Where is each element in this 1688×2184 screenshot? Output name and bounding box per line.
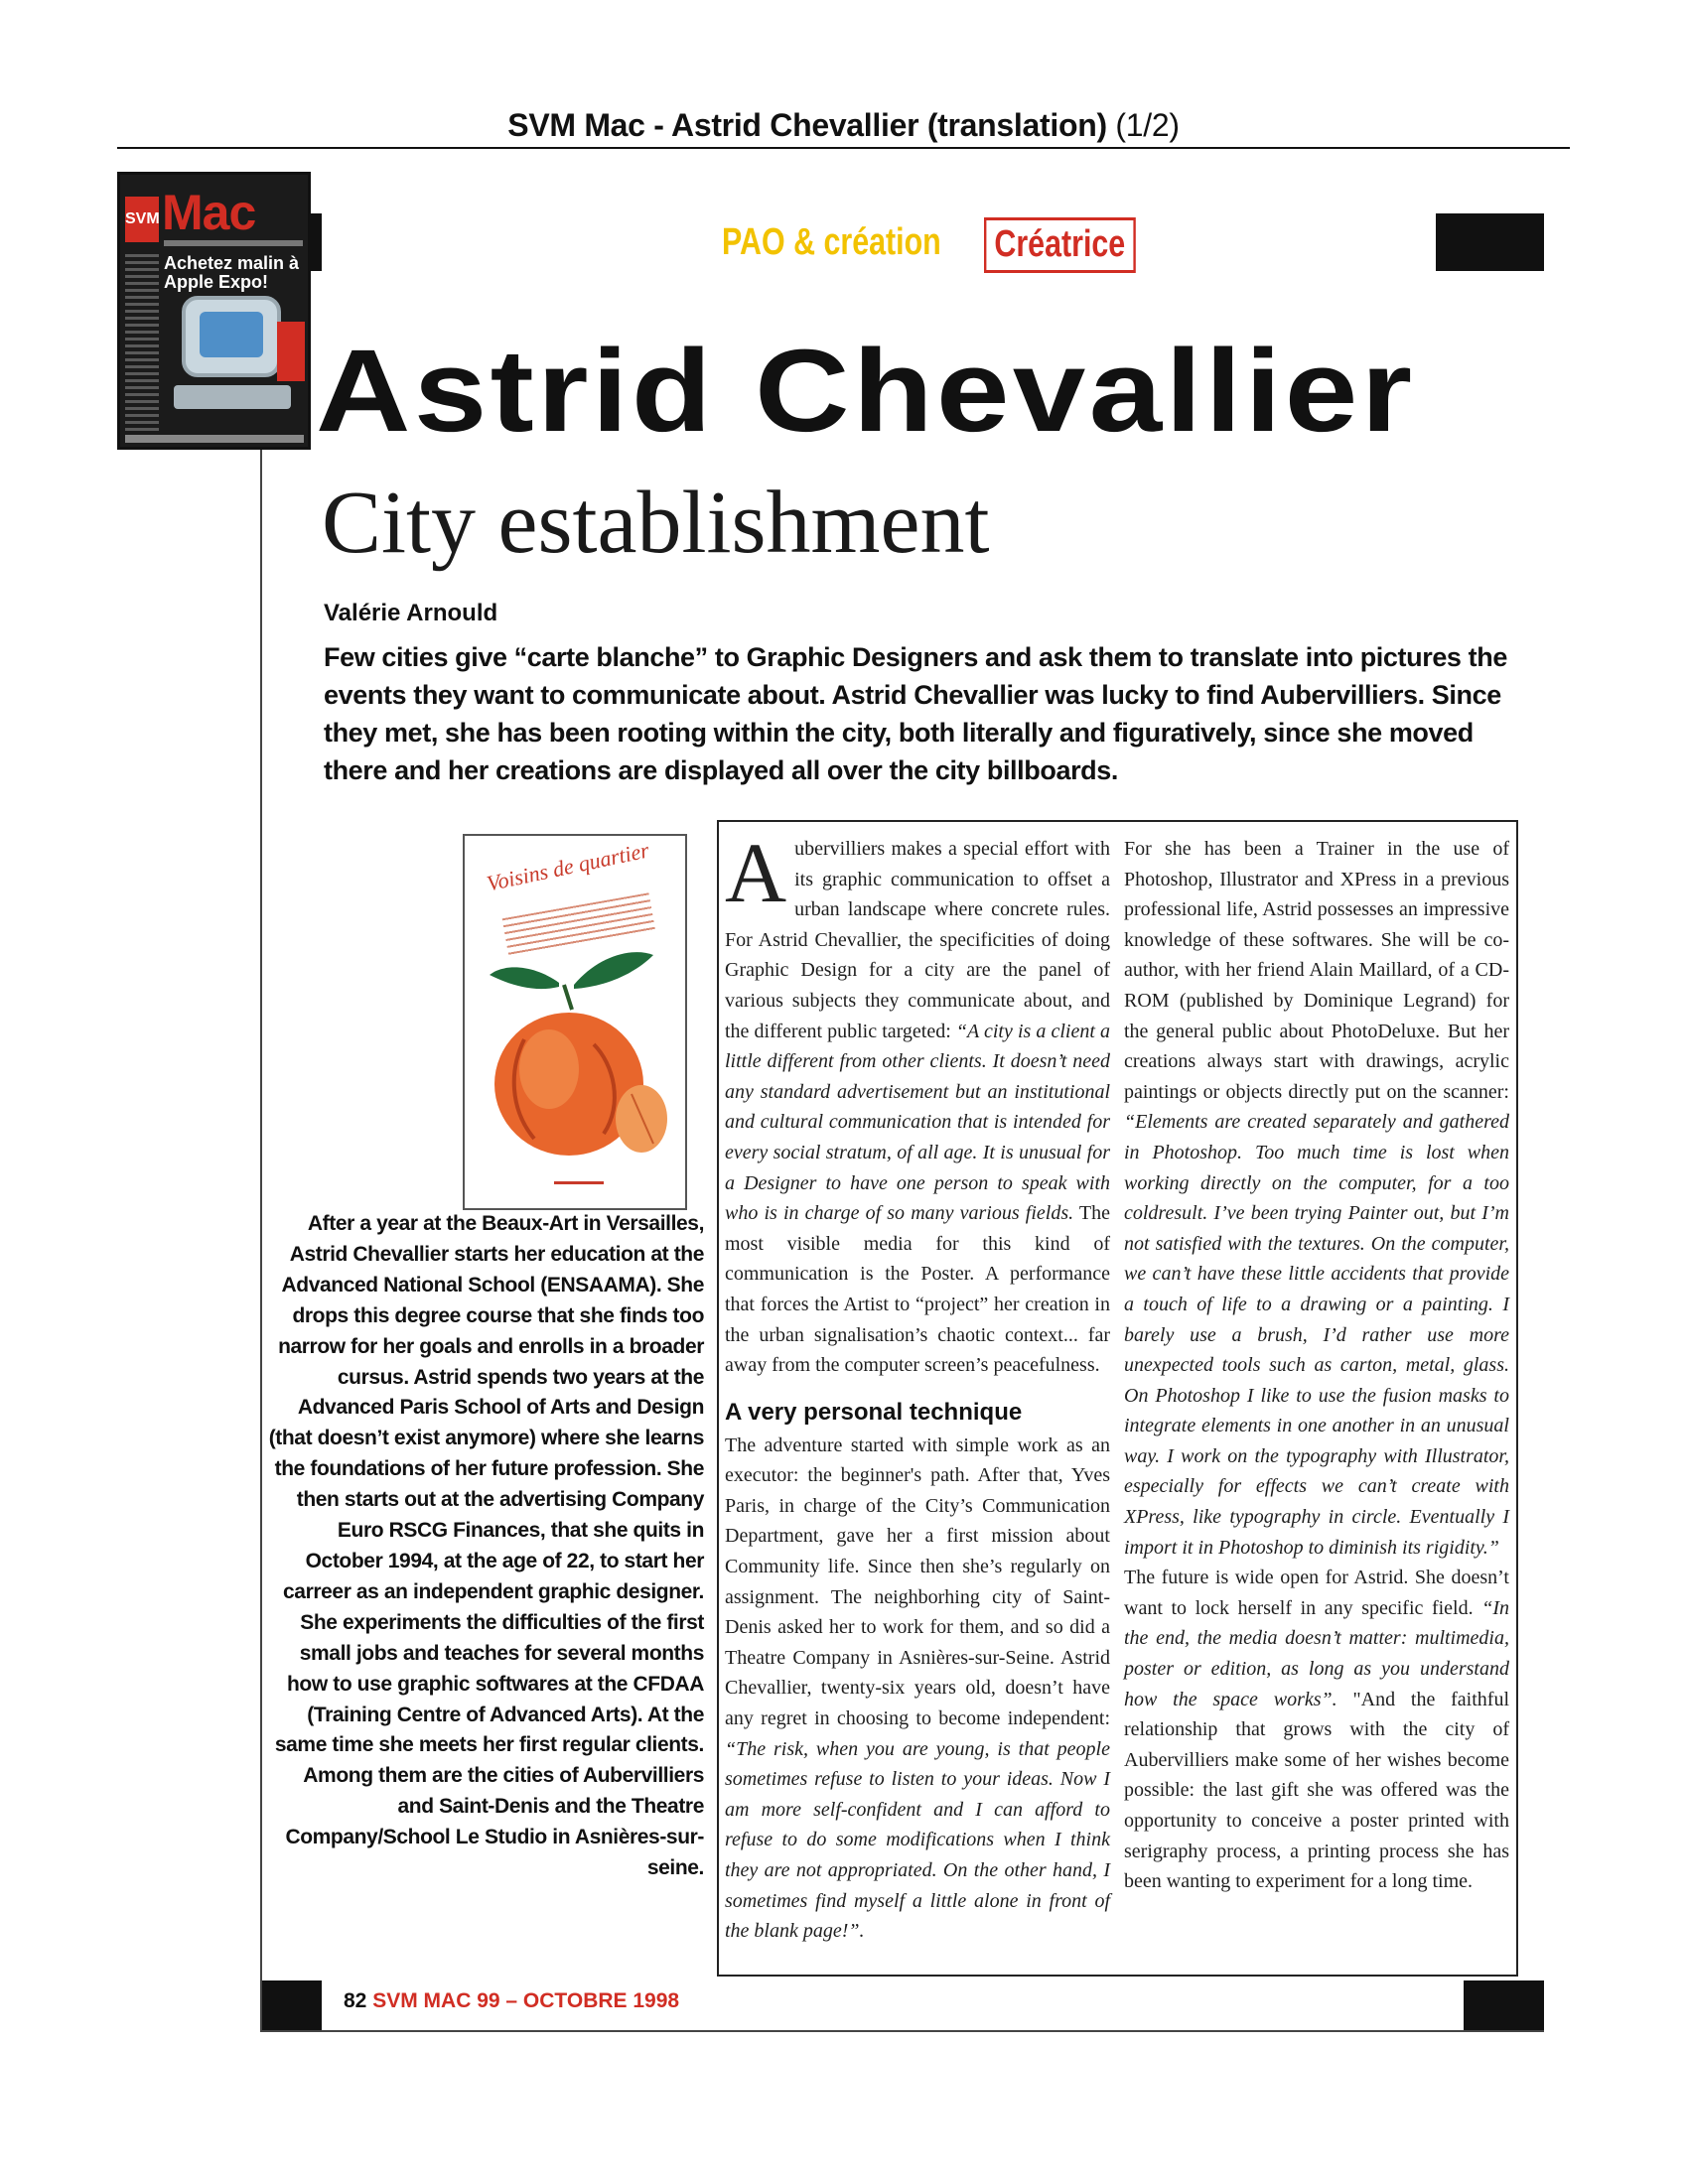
header-rule [117, 147, 1570, 149]
document-header [117, 107, 1570, 144]
page-indicator: (1/2) [1115, 107, 1180, 143]
cover-brand-small: SVM [125, 197, 159, 242]
cover-keyboard-image [174, 385, 291, 409]
quote: “The risk, when you are young, is that people sometimes refuse to listen to your ideas. Now I am more self-confident and I can afford to refuse to do some modifications when I think they are not appropriated. On the other hand, I sometimes find myself a little alone in front of the blank page!”. [725, 1737, 1110, 1943]
folio-text: SVM MAC 99 – OCTOBRE 1998 [372, 1989, 680, 2012]
paragraph [725, 825, 1111, 1381]
quote: “Elements are created separately and gathered in Photoshop. Too much time is lost when working directly on the computer, for a too coldresult. I’ve been trying Painter out, but I’m not satisfied with the textures. On the computer, we can’t have these little accidents that provide a touch of life to a drawing or a painting. I barely use a brush, I’d rather use more unexpected tools such as carton, metal, glass. On Photoshop I like to use the fusion masks to integrate elements in one another in an unusual way. I work on the typography with Illustrator, especially for effects we can’t create with XPress, like typography in circle. Eventually I import it in Photoshop to diminish its rigidity.” [1124, 1111, 1509, 1559]
page-folio [344, 1989, 679, 2013]
article-author: Valérie Arnould [324, 600, 498, 626]
article-title: Astrid Chevallier [316, 326, 1416, 457]
text-run: "And the faithful relationship that grows with the city of Aubervilliers make some of her wishes become possible: the last gift she was offered was the opportunity to conceive a poster printed with serigraphy process, a printing process she has been wanting to experiment for a long time. [1124, 1688, 1509, 1893]
tangerine-illustration [465, 836, 685, 1208]
paragraph [1124, 1563, 1509, 1897]
magazine-cover-thumbnail [117, 172, 311, 450]
cover-tagline: Achetez malin à Apple Expo! [164, 253, 300, 292]
rubric-tag: Créatrice [984, 217, 1136, 273]
section-subhead: A very personal technique [725, 1398, 1023, 1426]
text-column-1 [725, 825, 1111, 1947]
text-run: The most visible media for this kind of communication is the Poster. A performance that forces the Artist to “project” her creation in the urban signalisation’s chaotic context... far away from the computer screen’s peacefulness. [725, 1202, 1110, 1377]
text-run: The future is wide open for Astrid. She doesn’t want to lock herself in any specific field. [1124, 1567, 1509, 1619]
quote: “In the end, the media doesn’t matter: multimedia, poster or edition, as long as you understand how the space works”. [1124, 1596, 1509, 1710]
poster-title: Voisins de quartier [485, 837, 651, 896]
cover-sidebar-lines [125, 254, 159, 443]
cover-bottom-bar [125, 435, 304, 443]
quote: “A city is a client a little different from other clients. It doesn’t need any standard advertisement but an institutional and cultural communication that is intended for every social stratum, of all age. It is unusual for a Designer to have one person to speak with who is in charge of so many various fields. [725, 1020, 1111, 1225]
cover-subline [164, 240, 303, 246]
cover-brand-large: Mac [162, 185, 256, 240]
poster-footer-mark [554, 1181, 604, 1184]
cover-red-sticker [277, 322, 305, 381]
document-title: SVM Mac - Astrid Chevallier (translation) [507, 107, 1107, 143]
article-subtitle: City establishment [322, 474, 990, 572]
rubric-section: PAO & création [722, 221, 941, 263]
article-lede: Few cities give “carte blanche” to Graphic Designers and ask them to translate into pictures the events they want to communicate about. Astrid Chevallier was lucky to find Aubervilliers. Since they met, she has been rooting within the city, both literally and figuratively, since she moved there and her creations are displayed all over the city billboards. [324, 642, 1507, 785]
paragraph [725, 1431, 1110, 1947]
poster-illustration [463, 834, 687, 1210]
text-column-2 [1124, 834, 1509, 1897]
article-columns [717, 820, 1518, 1977]
drop-cap: A [725, 825, 787, 920]
article-page [260, 213, 1544, 2032]
paragraph [1124, 834, 1509, 1563]
text-run: ubervilliers makes a special effort with its graphic communication to offset a urban landscape where concrete rules. For Astrid Chevallier, the specificities of doing Graphic Design for a city are the panel of various subjects they communicate about, and the different public targeted: [725, 838, 1110, 1042]
sidebar-bio: After a year at the Beaux-Art in Versailles, Astrid Chevallier starts her education at the Advanced National School (ENSAAMA). She drops this degree course that she finds too narrow for her goals and enrolls in a broader cursus. Astrid spends two years at the Advanced Paris School of Arts and Design (that doesn’t exist anymore) where she learns the foundations of her future profession. She then starts out at the advertising Company Euro RSCG Finances, that she quits in October 1994, at the age of 22, to start her carreer as an independent graphic designer. She experiments the difficulties of the first small jobs and teaches for several months how to use graphic softwares at the CFDAA (Training Centre of Advanced Arts). At the same time she meets her first regular clients. Among them are the cities of Aubervilliers and Saint-Denis and the Theatre Company/School Le Studio in Asnières-sur-seine. [268, 1212, 704, 1880]
folio-number: 82 [344, 1989, 367, 2012]
text-run: The adventure started with simple work as an executor: the beginner's path. After that, Yves Paris, in charge of the City’s Communication Department, gave her a first mission about Community life. Since then she’s regularly on assignment. The neighborhing city of Saint-Denis asked her to work for them, and so did a Theatre Company in Asnières-sur-Seine. Astrid Chevallier, twenty-six years old, doesn’t have any regret in choosing to become independent: [725, 1433, 1110, 1730]
text-run: For she has been a Trainer in the use of Photoshop, Illustrator and XPress in a previous professional life, Astrid possesses an impressive knowledge of these softwares. She will be co-author, with her friend Alain Maillard, of a CD-ROM (published by Dominique Legrand) for the general public about PhotoDeluxe. But her creations always start with drawings, acrylic paintings or objects directly put on the scanner: [1124, 838, 1509, 1103]
cover-imac-image [182, 296, 281, 377]
